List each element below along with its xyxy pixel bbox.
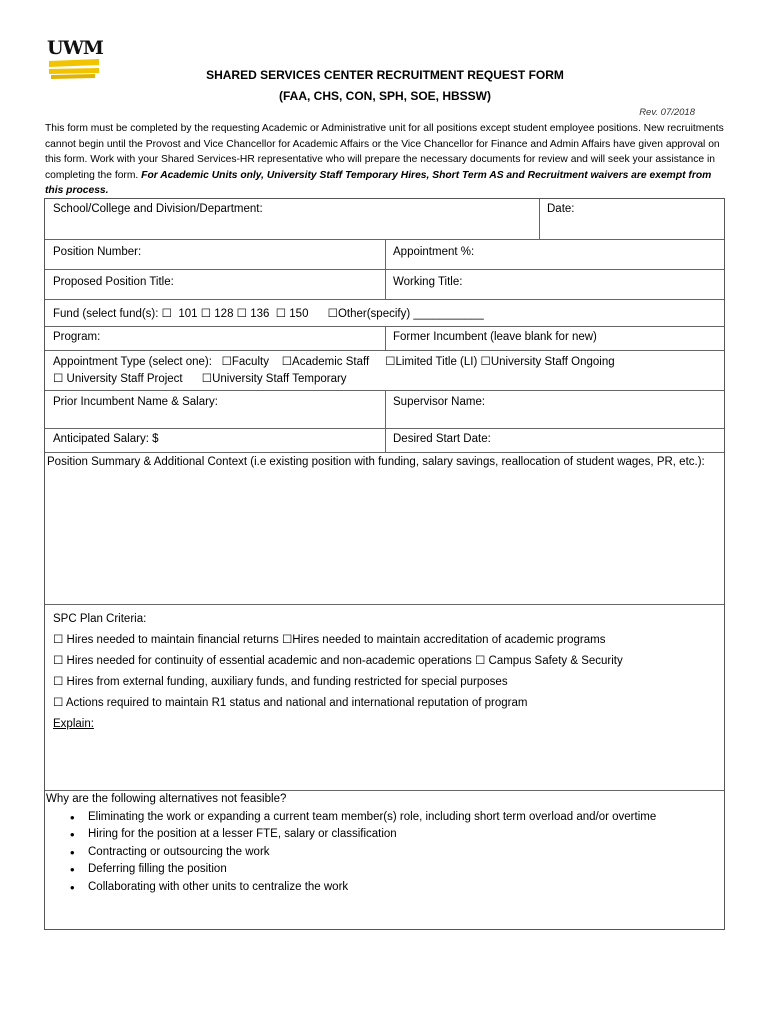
position-number-label: Position Number: [53,246,142,258]
date-label: Date: [547,203,575,215]
fund-option: 128 [214,308,234,320]
row-school-date [45,199,724,239]
working-title-label: Working Title: [393,276,463,288]
row-prior-incumbent [45,390,724,428]
row-alternatives [45,790,724,929]
prior-incumbent-field[interactable] [45,391,385,428]
spc-criterion: Hires needed to maintain financial returns [66,634,279,646]
spc-heading: SPC Plan Criteria: [53,613,147,625]
appt-type-option: Limited Title (LI) [395,356,478,368]
checkbox[interactable]: ☐ [161,308,172,320]
checkbox[interactable]: ☐ [53,676,64,688]
intro-emphasis: For Academic Units only, University Staff Temporary Hires, Short Term AS and Recruitment waivers are exempt from this process. [45,169,712,196]
appointment-pct-field[interactable] [385,240,724,269]
school-dept-field[interactable] [45,199,539,239]
checkbox[interactable]: ☐ [200,308,212,320]
checkbox[interactable]: ☐ [475,655,486,667]
list-item: • Eliminating the work or expanding a current team member(s) role, including short term overload and/or overtime [46,809,724,827]
spc-criterion: Campus Safety & Security [488,655,623,667]
appt-type-option: Faculty [231,356,269,368]
former-incumbent-field[interactable] [385,327,724,350]
alternatives-heading: Why are the following alternatives not feasible? [46,793,287,805]
alternatives-field [45,791,724,929]
logo-text: UWM [47,37,103,59]
fund-field [45,300,724,326]
position-summary-field[interactable] [45,453,724,604]
revision-date: Rev. 07/2018 [639,107,695,118]
supervisor-label: Supervisor Name: [393,396,486,408]
row-titles [45,269,724,299]
checkbox[interactable]: ☐ [221,356,232,368]
appt-type-option: University Staff Ongoing [490,356,615,368]
row-position-number [45,239,724,269]
spc-criterion: Hires needed to maintain accreditation of academic programs [292,634,606,646]
checkbox[interactable]: ☐ [53,634,64,646]
supervisor-field[interactable] [385,391,724,428]
explain-label[interactable]: Explain: [53,718,94,730]
position-summary-label: Position Summary & Additional Context (i.e existing position with funding, salary savings, reallocation of student wages, PR, etc.): [47,456,705,468]
spc-criterion: Hires from external funding, auxiliary funds, and funding restricted for special purposes [66,676,508,688]
row-position-summary [45,452,724,604]
appt-type-label: Appointment Type (select one): [53,356,212,368]
form-subtitle: (FAA, CHS, CON, SPH, SOE, HBSSW) [278,89,491,103]
working-title-field[interactable] [385,270,724,299]
list-item: • Hiring for the position at a lesser FTE, salary or classification [46,826,724,844]
checkbox[interactable]: ☐ [281,356,293,368]
desired-start-field[interactable] [385,429,724,452]
anticipated-salary-field[interactable] [45,429,385,452]
fund-other: Other(specify) ___________ [337,308,484,320]
checkbox[interactable]: ☐ [236,308,247,320]
row-salary [45,428,724,452]
checkbox[interactable]: ☐ [53,697,64,709]
appointment-type-field [45,351,724,390]
prior-incumbent-label: Prior Incumbent Name & Salary: [53,396,218,408]
spc-criterion: Hires needed for continuity of essential academic and non-academic operations [66,655,472,667]
appointment-pct-label: Appointment %: [393,246,475,258]
intro-paragraph [45,121,725,199]
checkbox[interactable]: ☐ [281,634,293,646]
position-number-field[interactable] [45,240,385,269]
program-field[interactable] [45,327,385,350]
fund-option: 136 [250,308,270,320]
school-dept-label: School/College and Division/Department: [53,203,263,215]
row-appointment-type [45,350,724,390]
desired-start-label: Desired Start Date: [393,433,491,445]
checkbox[interactable]: ☐ [480,356,491,368]
checkbox[interactable]: ☐ [385,356,396,368]
row-spc-criteria [45,604,724,790]
checkbox[interactable]: ☐ [201,373,213,385]
intro-body: This form must be completed by the requesting Academic or Administrative unit for all positions except student employee positions. New recruitments cannot begin until the Provost and Vice Chancellor for Academic Affairs or the Vice Chancellor for Finance and Admin Affairs have given approval on this form. Work with your Shared Services-HR representative who will prepare the necessary documents for review and will seek your assistance in completing the form. [45,123,724,181]
proposed-title-field[interactable] [45,270,385,299]
checkbox[interactable]: ☐ [327,308,338,320]
list-item: • Contracting or outsourcing the work [46,844,724,862]
anticipated-salary-label: Anticipated Salary: $ [53,433,159,445]
fund-option: 150 [289,308,309,320]
checkbox[interactable]: ☐ [275,308,287,320]
list-item: • Collaborating with other units to centralize the work [46,879,724,897]
former-incumbent-label: Former Incumbent (leave blank for new) [393,331,597,343]
checkbox[interactable]: ☐ [53,655,64,667]
checkbox[interactable]: ☐ [53,373,64,385]
fund-label: Fund (select fund(s): [53,308,159,320]
proposed-title-label: Proposed Position Title: [53,276,174,288]
appt-type-option: University Staff Temporary [212,373,347,385]
alternatives-list [46,809,724,897]
appt-type-option: Academic Staff [292,356,370,368]
list-item: • Deferring filling the position [46,861,724,879]
recruitment-form [44,198,725,930]
form-title: SHARED SERVICES CENTER RECRUITMENT REQUEST FORM [206,68,564,82]
date-field[interactable] [539,199,724,239]
row-fund [45,299,724,326]
fund-option: 101 [178,308,198,320]
appt-type-option: University Staff Project [66,373,183,385]
row-program [45,326,724,350]
program-label: Program: [53,331,101,343]
spc-criteria-field [45,605,724,790]
spc-criterion: Actions required to maintain R1 status and national and international reputation of program [65,697,528,709]
